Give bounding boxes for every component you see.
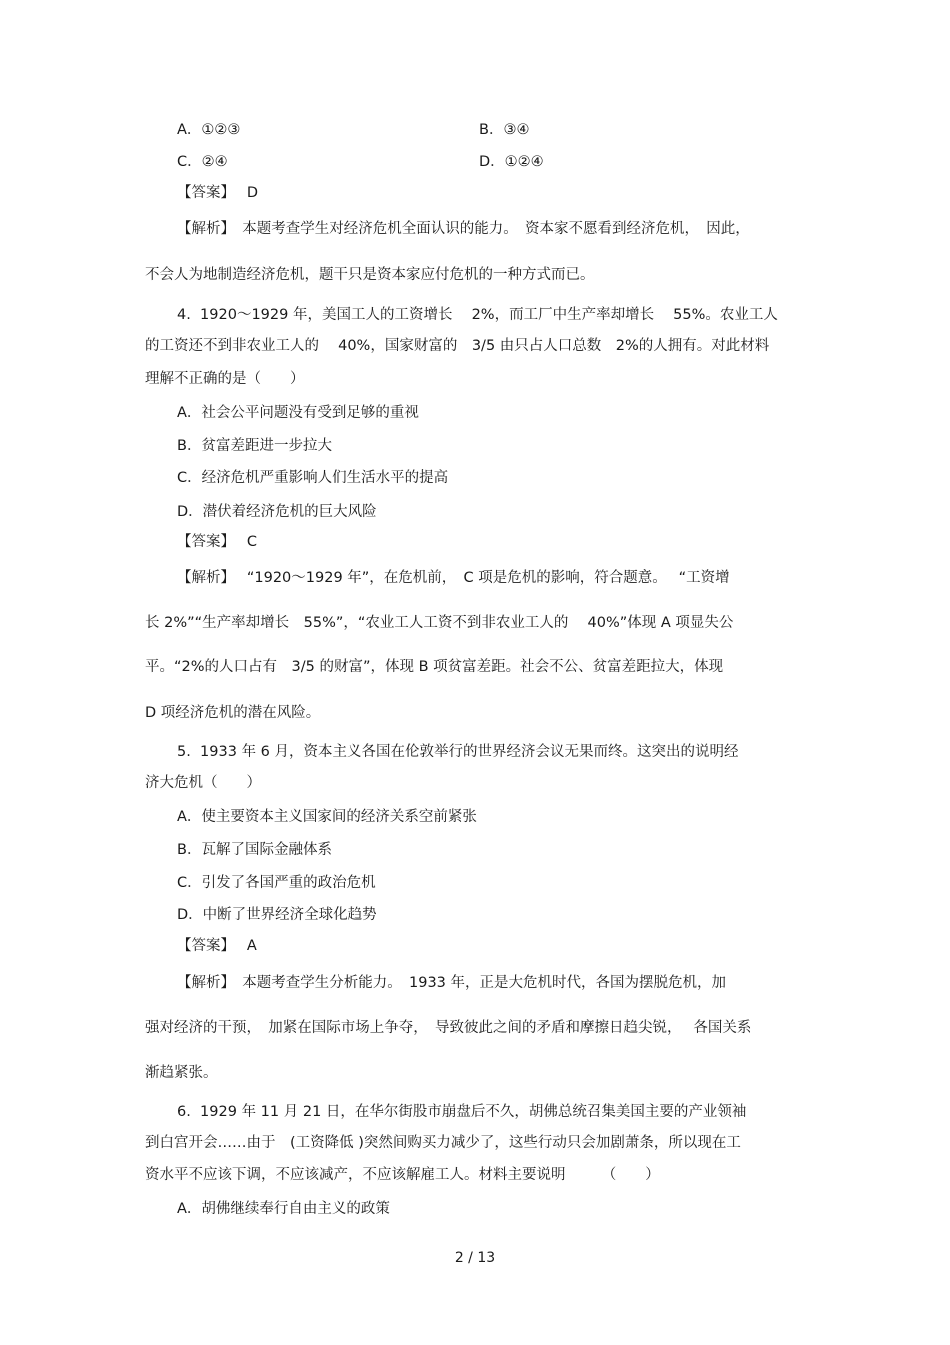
q4-analysis-line: D 项经济危机的潜在风险。 [145,705,321,721]
q4-option-d: D．潜伏着经济危机的巨大风险 [177,504,377,520]
q4-stem-line: 理解不正确的是（ ） [145,371,305,387]
q4-analysis-line: 长 2%”“生产率却增长 55%”，“农业工人工资不到非农业工人的 40%”体现 A 项显失公 [145,615,734,631]
q5-analysis-line: 渐趋紧张。 [145,1065,218,1081]
q4-option-b: B．贫富差距进一步拉大 [177,438,332,454]
q5-option-c: C．引发了各国严重的政治危机 [177,875,376,891]
q4-analysis-line: 【解析】 “1920～1929 年”，在危机前， C 项是危机的影响，符合题意。 “工资增 [177,570,730,586]
q5-stem-line: 5. 1933 年 6 月，资本主义各国在伦敦举行的世界经济会议无果而终。这突出的说明经 [177,744,739,760]
q4-option-a: A．社会公平问题没有受到足够的重视 [177,405,419,421]
q6-option-a: A．胡佛继续奉行自由主义的政策 [177,1201,390,1217]
q4-answer: 【答案】 C [177,534,257,550]
q4-stem-line: 的工资还不到非农业工人的 40%，国家财富的 3/5 由只占人口总数 2%的人拥有。对此材料 [145,338,770,354]
q5-option-d: D．中断了世界经济全球化趋势 [177,907,377,923]
q3-option-b: B．③④ [479,122,530,138]
q6-stem-line: 6. 1929 年 11 月 21 日，在华尔街股市崩盘后不久，胡佛总统召集美国主要的产业领袖 [177,1104,747,1120]
q3-analysis-line: 不会人为地制造经济危机，题干只是资本家应付危机的一种方式而已。 [145,267,595,283]
q3-option-a: A．①②③ [177,122,241,138]
q5-answer: 【答案】 A [177,938,257,954]
q5-stem-line: 济大危机（ ） [145,775,261,791]
q6-stem-line: 资水平不应该下调，不应该减产，不应该解雇工人。材料主要说明 （ ） [145,1167,660,1183]
q4-option-c: C．经济危机严重影响人们生活水平的提高 [177,470,449,486]
q6-stem-line: 到白宫开会……由于 (工资降低 )突然间购买力减少了，这些行动只会加剧萧条，所以现在工 [145,1135,741,1151]
q4-stem-line: 4. 1920～1929 年，美国工人的工资增长 2%，而工厂中生产率却增长 55%。农业工人 [177,307,778,323]
q4-analysis-line: 平。“2%的人口占有 3/5 的财富”，体现 B 项贫富差距。社会不公、贫富差距拉大，体现 [145,659,724,675]
page-number: 2 / 13 [454,1250,496,1266]
q3-option-c: C．②④ [177,154,228,170]
q3-option-d: D．①②④ [479,154,544,170]
q3-answer: 【答案】 D [177,185,259,201]
q5-analysis-line: 强对经济的干预， 加紧在国际市场上争夺， 导致彼此之间的矛盾和摩擦日趋尖锐， 各国关系 [145,1020,752,1036]
q5-analysis-line: 【解析】 本题考查学生分析能力。 1933 年，正是大危机时代，各国为摆脱危机，加 [177,975,727,991]
q3-analysis-line: 【解析】 本题考查学生对经济危机全面认识的能力。 资本家不愿看到经济危机， 因此， [177,221,750,237]
q5-option-b: B．瓦解了国际金融体系 [177,842,332,858]
q5-option-a: A．使主要资本主义国家间的经济关系空前紧张 [177,809,477,825]
